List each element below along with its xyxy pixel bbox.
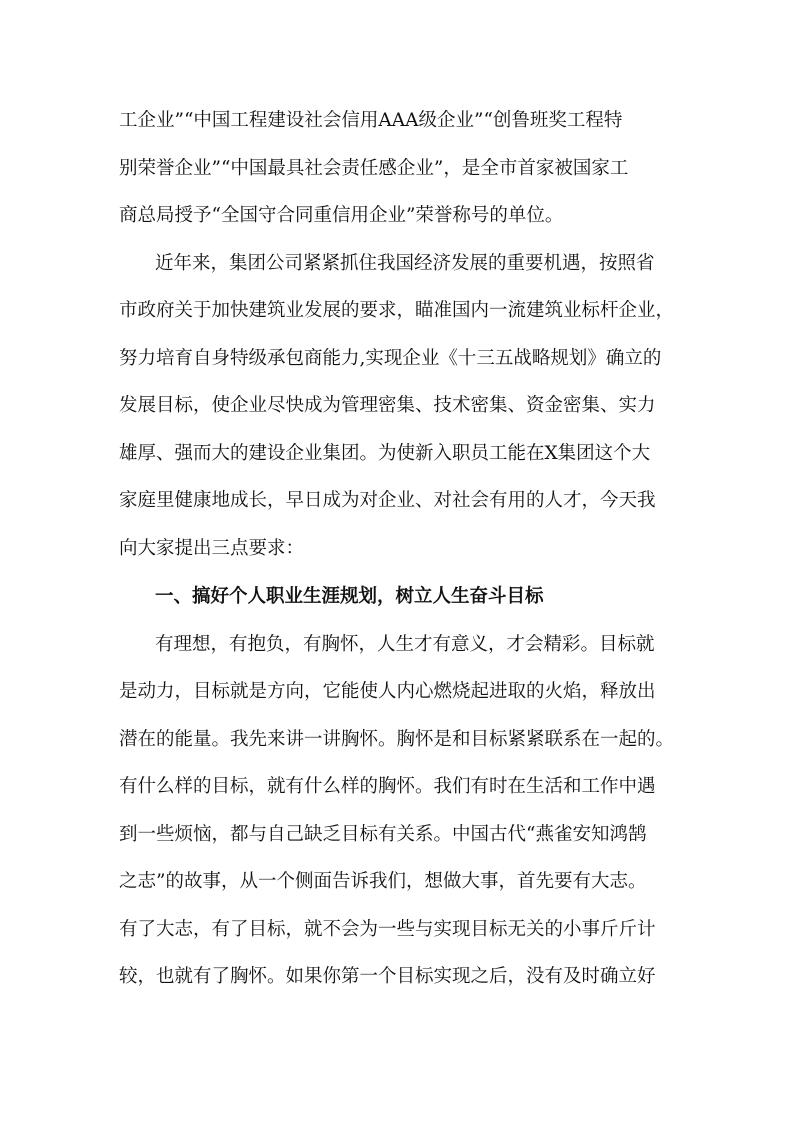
body-line: 之志”的故事，从一个侧面告诉我们，想做大事，首先要有大志。 — [119, 871, 647, 892]
body-line: 到一些烦恼，都与自己缺乏目标有关系。中国古代“燕雀安知鸿鹄 — [119, 824, 647, 845]
body-line: 发展目标，使企业尽快成为管理密集、技术密集、资金密集、实力 — [119, 395, 656, 416]
body-line: 雄厚、强而大的建设企业集团。为使新入职员工能在X集团这个大 — [119, 443, 651, 464]
body-line: 市政府关于加快建筑业发展的要求，瞄准国内一流建筑业标杆企业， — [119, 300, 675, 321]
paragraph-first-line: 有理想，有抱负，有胸怀，人生才有意义，才会精彩。目标就 — [155, 634, 655, 655]
body-line: 别荣誉企业”“中国最具社会责任感企业”，是全市首家被国家工 — [119, 158, 629, 179]
body-line: 潜在的能量。我先来讲一讲胸怀。胸怀是和目标紧紧联系在一起的。 — [119, 729, 675, 750]
body-line: 工企业”“中国工程建设社会信用AAA级企业”“创鲁班奖工程特 — [119, 110, 623, 131]
body-line: 努力培育自身特级承包商能力,实现企业《十三五战略规划》确立的 — [119, 348, 662, 369]
paragraph-first-line: 近年来，集团公司紧紧抓住我国经济发展的重要机遇，按照省 — [155, 253, 655, 274]
body-line: 有了大志，有了目标，就不会为一些与实现目标无关的小事斤斤计 — [119, 919, 656, 940]
body-line: 商总局授予“全国守合同重信用企业”荣誉称号的单位。 — [119, 205, 564, 226]
body-line: 向大家提出三点要求： — [119, 538, 305, 559]
body-line: 较，也就有了胸怀。如果你第一个目标实现之后，没有及时确立好 — [119, 966, 656, 987]
body-line: 家庭里健康地成长，早日成为对企业、对社会有用的人才，今天我 — [119, 490, 656, 511]
body-line: 是动力，目标就是方向，它能使人内心燃烧起进取的火焰，释放出 — [119, 681, 656, 702]
section-heading: 一、搞好个人职业生涯规划，树立人生奋斗目标 — [155, 586, 544, 607]
body-line: 有什么样的目标，就有什么样的胸怀。我们有时在生活和工作中遇 — [119, 776, 656, 797]
